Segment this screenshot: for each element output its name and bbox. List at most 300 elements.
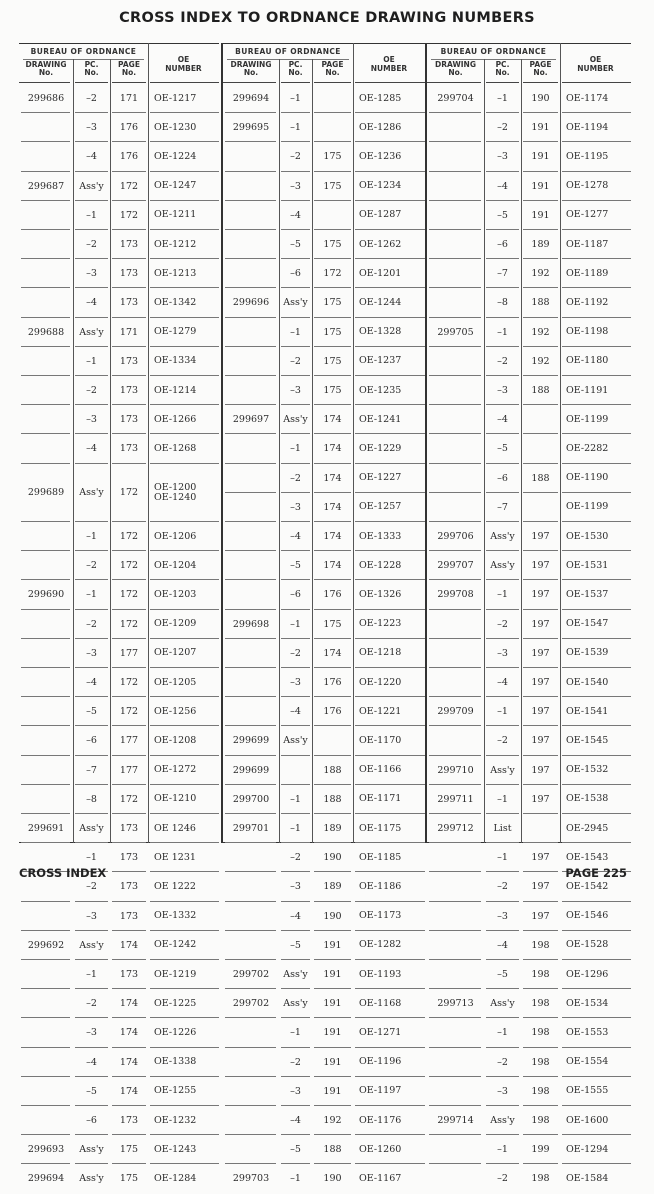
pc-no-cell: –1 [86,589,97,601]
page-no-cell: 172 [119,180,139,192]
drawing-no-cell [19,960,73,989]
oe-number-cell [560,288,631,317]
oe-number: OE-1200 [154,481,197,493]
page-no-cell: 197 [531,560,550,572]
oe-number: OE-1543 [566,851,609,863]
oe-number: OE-1204 [154,559,197,571]
table-row [223,756,425,785]
page-no-header [521,61,560,77]
pc-no-header [73,61,110,77]
page-no-cell: 174 [323,531,342,543]
page-no-cell: 173 [119,297,139,309]
oe-number: OE-1205 [154,676,197,688]
drawing-no-cell [223,201,279,230]
oe-number-cell [560,113,631,142]
drawing-no-cell [19,259,73,288]
oe-number: OE-1542 [566,880,609,892]
pc-no-cell: –3 [86,268,97,280]
drawing-no-cell [19,230,73,259]
drawing-no-cell [19,726,73,755]
page-no-cell: 198 [531,1085,550,1097]
header-rule [523,82,558,83]
oe-number-cell [148,668,219,697]
header-rule [427,82,481,83]
pc-no-cell: –6 [86,735,97,747]
table-header [19,43,219,82]
pc-no-cell: Ass'y [79,1144,104,1156]
page-no-cell: 173 [119,268,139,280]
pc-no-cell: –3 [497,910,508,922]
pc-no-cell: –1 [86,355,97,367]
section-divider [425,43,427,843]
page-no-cell: 173 [119,881,139,893]
oe-number: OE-1260 [359,1143,402,1155]
drawing-no-cell [427,464,484,493]
table-row [427,1135,631,1164]
oe-number-cell [560,347,631,376]
page-no-cell: 197 [531,735,550,747]
pc-no-cell: –5 [497,209,508,221]
table-row [427,318,631,347]
drawing-no-cell [427,405,484,434]
drawing-no-cell [427,931,484,960]
drawing-no-cell: 299702 [232,998,270,1010]
oe-number: OE-1187 [566,238,609,250]
drawing-no-cell: 299695 [232,122,270,134]
oe-number: OE-1199 [566,413,609,425]
table-row [19,347,219,376]
oe-number-cell [560,464,631,493]
header-text: OE [383,55,395,64]
drawing-no-cell: 299687 [27,180,65,192]
table-row [19,405,219,434]
page-no-cell: 176 [119,151,139,163]
pc-no-cell: Ass'y [79,1173,104,1185]
table-row [19,201,219,230]
table-row [223,931,425,960]
table-row [427,84,631,113]
table-row [19,318,219,347]
oe-number-cell [148,1018,219,1047]
drawing-no-cell: 299702 [232,969,270,981]
page-no-cell: 197 [531,618,550,630]
oe-number-cell [148,230,219,259]
pc-no-cell: Ass'y [490,531,515,543]
oe-number: OE-1180 [566,355,609,367]
header-rule [75,82,108,83]
pc-no-cell: –1 [86,969,97,981]
pc-no-cell: Ass'y [283,735,308,747]
oe-number: OE-1167 [359,1172,402,1184]
pc-no-cell: Ass'y [79,326,104,338]
oe-number: OE-1175 [359,822,402,834]
pc-no-cell: –1 [497,93,508,105]
pc-no-cell: –3 [86,647,97,659]
pc-no-cell: Ass'y [283,998,308,1010]
pc-no-cell: –3 [290,501,301,513]
pc-no-cell: –1 [497,1144,508,1156]
header-text: PC. [495,60,510,69]
drawing-no-header [427,61,484,77]
page-no-cell: 175 [323,180,342,192]
pc-no-cell: –5 [497,443,508,455]
pc-no-cell: –1 [497,706,508,718]
oe-number: OE-1538 [566,793,609,805]
oe-number-cell [353,1077,425,1106]
page-no-cell: 176 [323,677,342,689]
oe-number-cell [353,434,425,463]
pc-no-cell: –6 [86,1115,97,1127]
pc-no-cell: –2 [86,385,97,397]
oe-number: OE-1532 [566,764,609,776]
table-row [19,814,219,843]
drawing-no-cell: 299694 [27,1173,65,1185]
oe-number-cell [353,142,425,171]
page-no-cell: 176 [323,589,342,601]
pc-no-cell: List [493,823,512,835]
page-no-cell [521,434,560,463]
table-row [19,259,219,288]
header-rule [486,82,519,83]
page-no-cell: 172 [119,706,139,718]
pc-no-cell: –3 [290,385,301,397]
oe-number-cell [353,551,425,580]
oe-number: OE-1198 [566,326,609,338]
drawing-no-cell: 299689 [27,487,65,499]
pc-no-cell: –2 [86,93,97,105]
pc-no-cell: –4 [290,531,301,543]
page-no-cell: 175 [323,239,342,251]
table-row [427,405,631,434]
oe-number-cell [353,318,425,347]
oe-number: OE-1545 [566,734,609,746]
pc-no-cell: –3 [497,1085,508,1097]
table-row [19,989,219,1018]
page-no-cell: 197 [531,764,550,776]
header-text: No. [243,68,259,77]
oe-number: OE-1168 [359,997,402,1009]
oe-number-cell [353,989,425,1018]
page-no-cell: 197 [531,706,550,718]
oe-number-cell [353,580,425,609]
bureau-of-ordnance-header: BUREAU OF ORDNANCE [235,47,341,56]
table-row [223,142,425,171]
page-no-cell: 174 [119,998,139,1010]
oe-number-cell [560,259,631,288]
oe-number: OE-1229 [359,442,402,454]
drawing-no-cell [427,843,484,872]
page-no-cell: 197 [531,531,550,543]
pc-no-cell: –3 [86,1027,97,1039]
pc-no-cell: –4 [86,677,97,689]
table-row [19,668,219,697]
table-row [19,610,219,639]
drawing-no-cell [223,230,279,259]
table-row [427,989,631,1018]
header-rule [19,82,70,83]
table-row [223,288,425,317]
header-text: PAGE [321,60,344,69]
pc-no-cell: –2 [290,355,301,367]
table-row [19,172,219,201]
drawing-no-cell: 299712 [437,823,474,835]
drawing-no-cell [223,434,279,463]
drawing-no-cell [19,610,73,639]
table-row [223,259,425,288]
pc-no-cell: –4 [86,297,97,309]
pc-no-cell: –1 [290,443,301,455]
page-no-cell: 188 [323,1144,342,1156]
oe-number-cell [353,1018,425,1047]
page-no-header [312,61,353,77]
table-row [223,639,425,668]
header-text: No. [38,68,54,77]
oe-number: OE-1211 [154,209,197,221]
page-no-cell [521,405,560,434]
page-no-cell: 172 [119,209,139,221]
oe-number-cell [560,376,631,405]
oe-number-cell [148,580,219,609]
pc-no-cell: –1 [290,793,301,805]
drawing-no-cell [427,113,484,142]
pc-no-cell: –5 [86,706,97,718]
oe-number: OE-1191 [566,384,609,396]
table-row [19,1048,219,1077]
drawing-no-cell [223,376,279,405]
oe-number: OE-1230 [154,121,197,133]
table-row [223,1048,425,1077]
oe-number: OE-1193 [359,968,402,980]
page-no-cell: 173 [119,385,139,397]
drawing-no-cell [427,1164,484,1193]
drawing-no-cell [427,434,484,463]
oe-number-cell [560,1077,631,1106]
pc-no-cell: Ass'y [490,764,515,776]
oe-number-cell [353,172,425,201]
drawing-no-cell: 299693 [27,1144,65,1156]
header-text: PAGE [529,60,552,69]
oe-number: OE-1285 [359,92,402,104]
drawing-no-cell [427,726,484,755]
page-no-cell: 197 [531,793,550,805]
pc-no-cell: –3 [86,910,97,922]
table-row [223,989,425,1018]
pc-no-cell: –1 [497,1027,508,1039]
oe-number: OE-1268 [154,442,197,454]
oe-number: OE-1221 [359,705,402,717]
table-row [223,1077,425,1106]
table-row [19,230,219,259]
page-no-cell: 192 [531,268,550,280]
pc-no-cell: –1 [290,1173,301,1185]
oe-number: OE-1235 [359,384,402,396]
header-text: DRAWING [435,60,476,69]
oe-number-cell [148,1164,219,1193]
header-text: PC. [288,60,303,69]
table-row [427,1077,631,1106]
page-title: CROSS INDEX TO ORDNANCE DRAWING NUMBERS [119,10,535,26]
oe-number-cell [353,1164,425,1193]
table-row [223,843,425,872]
drawing-no-cell: 299700 [232,793,270,805]
pc-no-cell: –8 [86,793,97,805]
drawing-no-cell [223,347,279,376]
oe-number-cell [148,756,219,785]
header-text: PC. [84,60,99,69]
drawing-no-cell [223,464,279,493]
table-row [223,610,425,639]
page-no-cell: 191 [323,1027,342,1039]
drawing-no-cell [427,1048,484,1077]
pc-no-cell: –2 [86,881,97,893]
page-no-cell: 191 [531,180,550,192]
oe-number: OE-2282 [566,442,609,454]
page-no-cell: 189 [323,881,342,893]
header-text: No. [288,68,303,77]
oe-number-cell [353,464,425,493]
oe-number: OE-1209 [154,618,197,630]
oe-number: OE-1223 [359,618,402,630]
page-no-cell: 191 [323,998,342,1010]
oe-number-cell [560,551,631,580]
page-no-cell: 191 [531,209,550,221]
oe-number: OE-1530 [566,530,609,542]
oe-number-cell [560,902,631,931]
table-row [19,551,219,580]
oe-number: OE-1553 [566,1026,609,1038]
oe-number: OE-1217 [154,92,197,104]
oe-number: OE-1546 [566,910,609,922]
table-row [223,785,425,814]
page-no-cell: 198 [531,1115,550,1127]
oe-number: OE-1224 [154,150,197,162]
pc-no-cell: –2 [86,998,97,1010]
bureau-of-ordnance-header: BUREAU OF ORDNANCE [440,47,547,56]
page-no-cell: 188 [323,793,342,805]
page-no-cell: 174 [119,1027,139,1039]
oe-number: OE-1537 [566,588,609,600]
table-row [19,376,219,405]
page-no-cell: 191 [323,1085,342,1097]
oe-number-cell [353,902,425,931]
pc-no-cell: –2 [86,560,97,572]
table-row [223,464,425,493]
oe-number-cell [148,376,219,405]
pc-no-cell: –6 [497,472,508,484]
drawing-no-cell [427,172,484,201]
oe-number: OE-1232 [154,1114,197,1126]
oe-number-cell [560,522,631,551]
page-no-cell: 190 [323,910,342,922]
drawing-no-cell: 299686 [27,93,65,105]
drawing-no-cell: 299699 [232,735,270,747]
oe-number: OE-1242 [154,939,197,951]
oe-number: OE-1278 [566,180,609,192]
drawing-no-cell: 299691 [27,823,65,835]
page-no-cell: 177 [119,647,139,659]
oe-number-cell [353,230,425,259]
drawing-no-cell [223,522,279,551]
header-rule [562,82,631,83]
pc-no-cell: –1 [290,1027,301,1039]
table-row [223,814,425,843]
oe-number: OE-1271 [359,1026,402,1038]
pc-no-cell: –5 [497,969,508,981]
oe-number: OE-1296 [566,968,609,980]
pc-no-cell: –4 [290,910,301,922]
pc-no-cell: –3 [86,414,97,426]
oe-number-cell [560,697,631,726]
oe-number-cell [353,1135,425,1164]
oe-number: OE-1294 [566,1143,609,1155]
table-row [223,318,425,347]
pc-no-cell: –3 [86,122,97,134]
drawing-no-cell [223,1018,279,1047]
oe-number-cell [148,697,219,726]
page-no-cell: 188 [323,764,342,776]
oe-number-header [560,55,631,73]
drawing-no-cell [223,1106,279,1135]
oe-number: OE-1333 [359,530,402,542]
pc-no-cell: –3 [290,1085,301,1097]
drawing-no-cell: 299705 [437,326,474,338]
oe-number-cell [560,931,631,960]
page-no-cell: 171 [119,93,139,105]
drawing-no-cell [223,902,279,931]
oe-number: OE-1277 [566,209,609,221]
footer-page-number: PAGE 225 [565,866,627,880]
page-no-cell: 191 [323,939,342,951]
oe-number-cell [353,639,425,668]
oe-number-cell [148,902,219,931]
pc-no-cell: –2 [290,852,301,864]
pc-no-cell: –2 [497,1173,508,1185]
oe-number: OE-1174 [566,92,609,104]
oe-number-cell [353,288,425,317]
drawing-no-cell [223,493,279,522]
drawing-no-cell [427,142,484,171]
oe-number: OE-1236 [359,150,402,162]
oe-number: OE-1170 [359,734,402,746]
page-no-cell: 191 [323,969,342,981]
header-rule [355,82,425,83]
drawing-no-cell [19,902,73,931]
oe-number-header [148,55,219,73]
oe-number: OE-1166 [359,764,402,776]
table-row [223,172,425,201]
table-row [19,464,219,522]
oe-number-cell [560,142,631,171]
drawing-no-cell [427,201,484,230]
oe-number: OE-1237 [359,355,402,367]
pc-no-cell: –5 [290,1144,301,1156]
oe-number-cell [148,1106,219,1135]
pc-no-cell: –6 [497,239,508,251]
oe-number-cell [353,785,425,814]
table-row [223,376,425,405]
oe-number-cell [560,84,631,113]
table-row [427,113,631,142]
oe-number-cell [148,434,219,463]
pc-no-cell: –3 [497,151,508,163]
oe-number-cell [148,639,219,668]
oe-number: OE-1584 [566,1172,609,1184]
oe-number: OE-1213 [154,267,197,279]
oe-number: OE-1186 [359,880,402,892]
table-row [223,434,425,463]
page-no-cell [521,493,560,522]
table-row [19,960,219,989]
